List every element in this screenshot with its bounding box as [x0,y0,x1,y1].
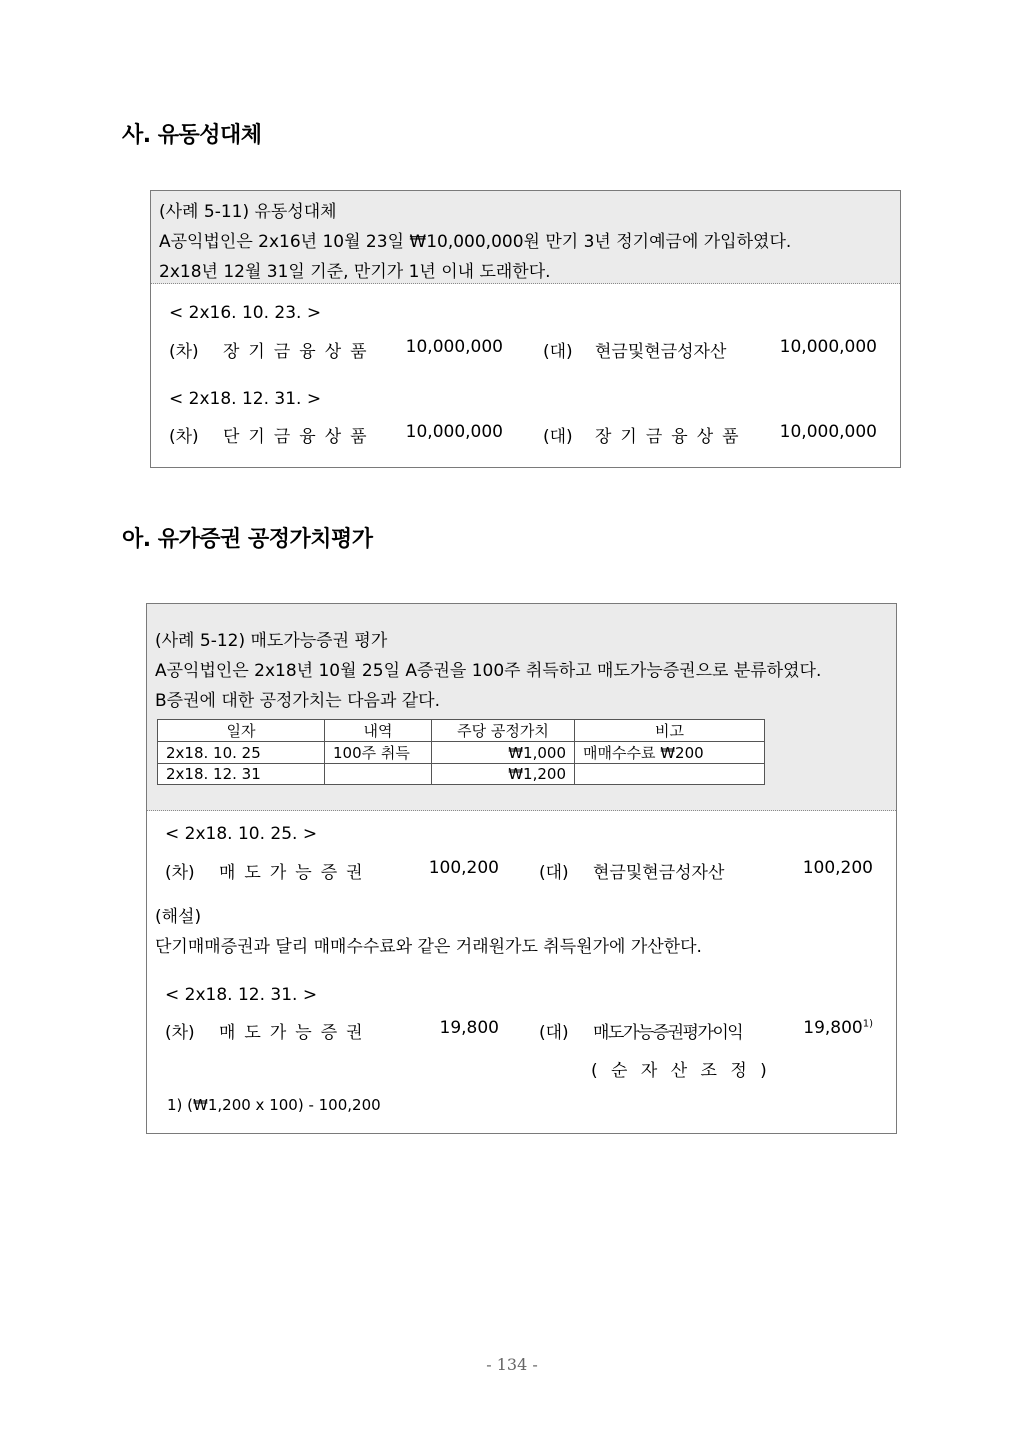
case-description-2: 2x18년 12월 31일 기준, 만기가 1년 이내 도래한다. [159,262,551,282]
credit-account: 장기금융상품 [595,427,748,447]
table-cell-date: 2x18. 12. 31 [158,764,325,785]
credit-account: 현금및현금성자산 [595,342,727,362]
debit-label: (차) [169,427,199,447]
case-description-2: B증권에 대한 공정가치는 다음과 같다. [155,691,441,711]
journal-date: < 2x16. 10. 23. > [169,303,322,323]
debit-amount: 100,200 [428,858,499,878]
table-header-detail: 내역 [325,720,432,742]
explanation-label: (해설) [155,907,202,927]
table-cell-fair-value: ₩1,000 [432,742,575,764]
case-header [147,604,896,811]
credit-amount [747,1018,873,1038]
table-cell-note [575,764,765,785]
credit-amount: 10,000,000 [779,422,877,442]
table-cell-detail: 100주 취득 [325,742,432,764]
credit-label: (대) [539,863,569,883]
table-header-date: 일자 [158,720,325,742]
debit-label: (차) [165,863,195,883]
case-description-1: A공익법인은 2x18년 10월 25일 A증권을 100주 취득하고 매도가능증권으로 분류하였다. [155,661,822,681]
section-heading-a: 아. 유가증권 공정가치평가 [122,527,373,552]
table-cell-fair-value: ₩1,200 [432,764,575,785]
table-header-note: 비고 [575,720,765,742]
credit-account: 매도가능증권평가이익 [593,1023,743,1043]
case-title: (사례 5-11) 유동성대체 [159,202,337,222]
table-cell-detail [325,764,432,785]
credit-account: 현금및현금성자산 [593,863,725,883]
section-heading-sa: 사. 유동성대체 [122,123,262,148]
table-row [158,742,765,764]
table-cell-note: 매매수수료 ₩200 [575,742,765,764]
table-header-fair-value: 주당 공정가치 [432,720,575,742]
case-description-1: A공익법인은 2x16년 10월 23일 ₩10,000,000원 만기 3년 정기예금에 가입하였다. [159,232,792,252]
table-header-row [158,720,765,742]
credit-amount: 100,200 [802,858,873,878]
credit-amount-value: 19,800 [803,1018,863,1038]
debit-account: 장기금융상품 [223,342,376,362]
footnote: 1) (₩1,200 x 100) - 100,200 [167,1096,381,1114]
case-title: (사례 5-12) 매도가능증권 평가 [155,631,388,651]
debit-account: 매도가능증권 [219,863,372,883]
journal-date: < 2x18. 12. 31. > [169,389,322,409]
credit-label: (대) [539,1023,569,1043]
journal-date: < 2x18. 12. 31. > [165,985,318,1005]
journal-date: < 2x18. 10. 25. > [165,824,318,844]
credit-label: (대) [543,427,573,447]
case-header [151,191,900,284]
debit-label: (차) [165,1023,195,1043]
page-number: - 134 - [486,1355,538,1374]
footnote-marker: 1) [862,1018,873,1030]
debit-label: (차) [169,342,199,362]
credit-amount: 10,000,000 [779,337,877,357]
table-cell-date: 2x18. 10. 25 [158,742,325,764]
debit-amount: 19,800 [439,1018,499,1038]
credit-account-note: ( 순 자 산 조 정 ) [591,1061,771,1081]
debit-account: 매도가능증권 [219,1023,372,1043]
debit-account: 단기금융상품 [223,427,376,447]
case-box-5-11 [150,190,901,468]
debit-amount: 10,000,000 [405,422,503,442]
credit-label: (대) [543,342,573,362]
table-row [158,764,765,785]
fair-value-table [157,719,765,785]
explanation-text: 단기매매증권과 달리 매매수수료와 같은 거래원가도 취득원가에 가산한다. [155,937,702,957]
case-box-5-12 [146,603,897,1134]
debit-amount: 10,000,000 [405,337,503,357]
